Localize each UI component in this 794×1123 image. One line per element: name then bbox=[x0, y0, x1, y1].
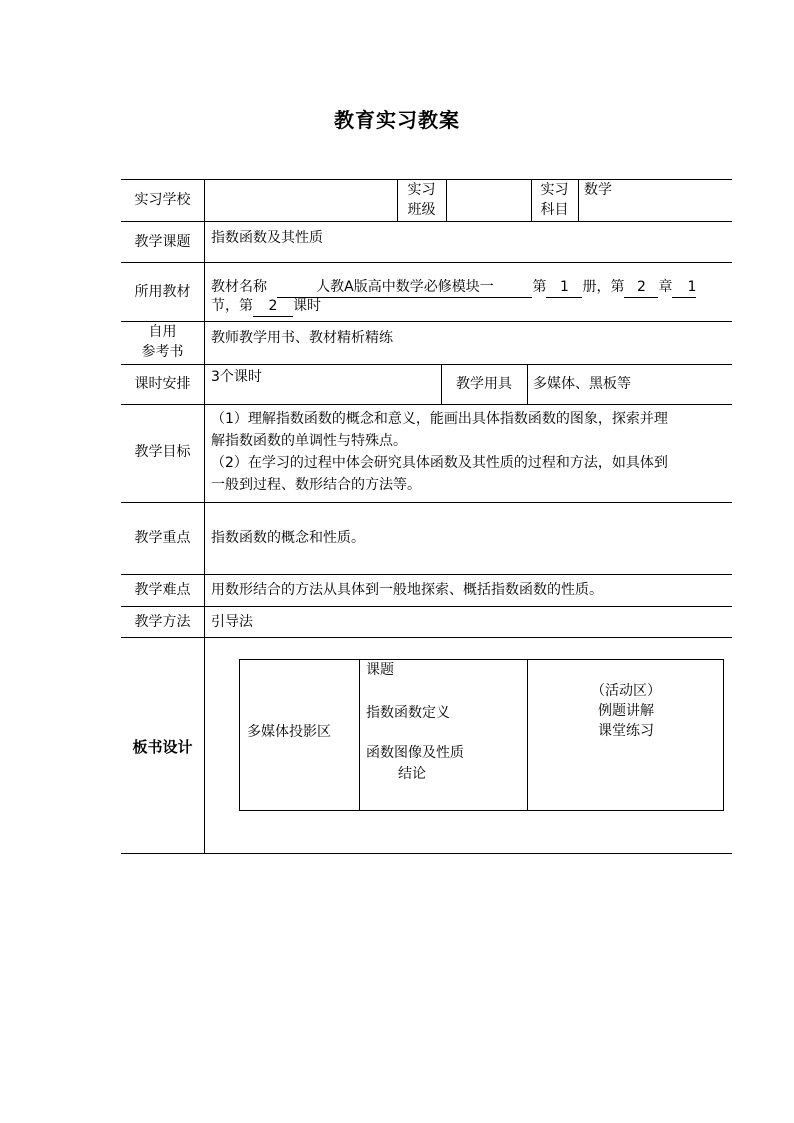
hours-value: 3个课时 bbox=[211, 369, 262, 385]
board-activity-area: （活动区） 例题讲解 课堂练习 bbox=[591, 683, 661, 739]
table-border bbox=[121, 853, 732, 854]
material-label: 所用教材 bbox=[134, 284, 191, 300]
goal-value: （1）理解指数函数的概念和意义，能画出具体指数函数的图象，探索并理 解指数函数的单调性与特殊点。 （2）在学习的过程中体会研究具体函数及其性质的过程和方法，如具体到 一般到过程、数形结合的方法等。 bbox=[211, 411, 668, 493]
goal-label: 教学目标 bbox=[134, 444, 191, 460]
tools-value: 多媒体、黑板等 bbox=[533, 376, 631, 392]
table-border bbox=[446, 179, 447, 221]
board-middle-item: 函数图像及性质 bbox=[366, 745, 464, 761]
table-border bbox=[527, 364, 528, 404]
hours-label: 课时安排 bbox=[134, 376, 191, 392]
board-projection-area: 多媒体投影区 bbox=[247, 724, 331, 740]
difficulty-value: 用数形结合的方法从具体到一般地探索、概括指数函数的性质。 bbox=[211, 582, 603, 598]
table-border bbox=[121, 364, 732, 365]
board-middle-item: 课题 bbox=[366, 662, 394, 678]
table-border bbox=[121, 637, 732, 638]
table-border bbox=[121, 606, 732, 607]
subject-label: 实习 科目 bbox=[540, 182, 569, 218]
key-value: 指数函数的概念和性质。 bbox=[211, 530, 365, 546]
table-border bbox=[121, 262, 732, 263]
board-diagram bbox=[239, 659, 724, 811]
subject-value: 数学 bbox=[584, 182, 612, 198]
reference-label: 自用 参考书 bbox=[141, 324, 184, 360]
board-label: 板书设计 bbox=[132, 738, 193, 756]
method-value: 引导法 bbox=[211, 614, 253, 630]
key-label: 教学重点 bbox=[134, 530, 191, 546]
topic-label: 教学课题 bbox=[134, 234, 191, 250]
tools-label: 教学用具 bbox=[456, 376, 512, 392]
material-value-line-2: 节，第 2 课时 bbox=[211, 296, 321, 317]
material-value: 教材名称 人教A版高中数学必修模块一 第 1 册，第 2 章 1 bbox=[211, 277, 727, 298]
board-middle-item: 指数函数定义 bbox=[366, 705, 450, 721]
table-border bbox=[121, 221, 732, 222]
table-border bbox=[204, 179, 205, 853]
class-label: 实习 班级 bbox=[407, 182, 436, 218]
topic-value: 指数函数及其性质 bbox=[211, 230, 323, 246]
table-border bbox=[121, 321, 732, 322]
school-label: 实习学校 bbox=[134, 192, 191, 208]
page-title: 教育实习教案 bbox=[334, 108, 460, 132]
board-middle-item: 结论 bbox=[398, 766, 426, 782]
method-label: 教学方法 bbox=[134, 614, 191, 630]
difficulty-label: 教学难点 bbox=[134, 582, 191, 598]
table-border bbox=[121, 502, 732, 503]
board-divider bbox=[359, 660, 360, 810]
table-border bbox=[121, 574, 732, 575]
table-border bbox=[121, 404, 732, 405]
table-border bbox=[578, 179, 579, 221]
reference-value: 教师教学用书、教材精析精练 bbox=[211, 330, 393, 346]
